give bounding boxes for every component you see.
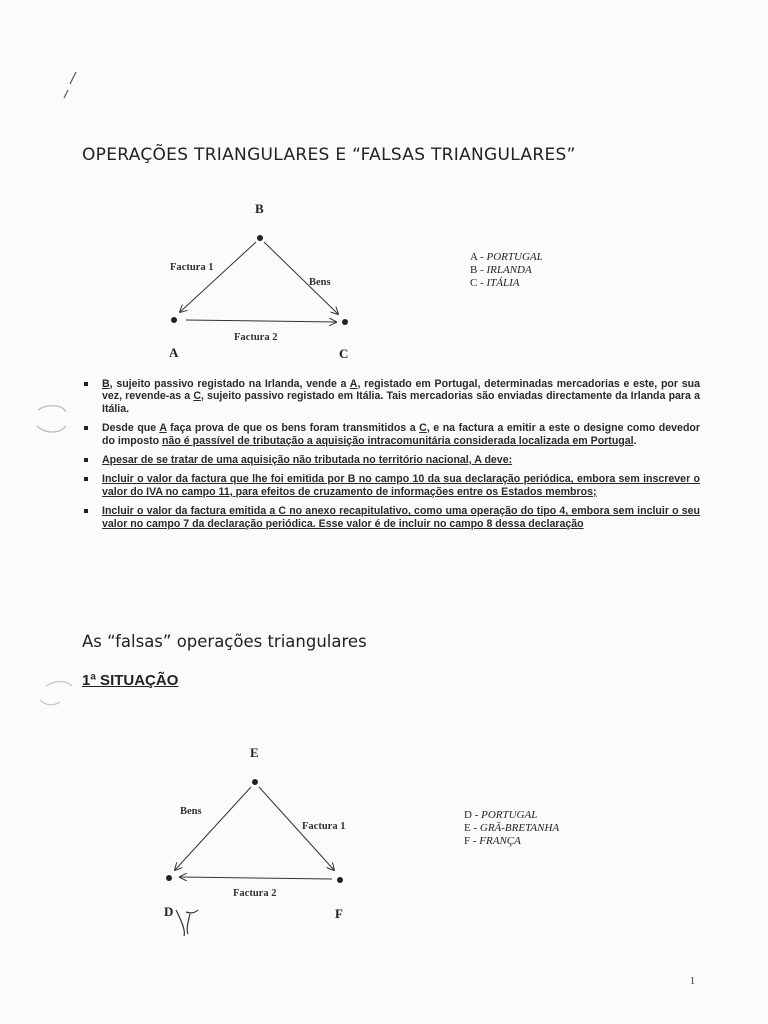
legend-1-item: A - PORTUGAL <box>470 251 543 263</box>
page-title: OPERAÇÕES TRIANGULARES E “FALSAS TRIANGULARES” <box>82 145 576 165</box>
bullet-item-4: Incluir o valor da factura que lhe foi emitida por B no campo 10 da sua declaração periódica, embora sem inscrever o valor do IVA no campo 11, para efeitos de cruzamento de informações entre os Estados membros; <box>82 473 700 498</box>
legend-1-item: B - IRLANDA <box>470 264 532 276</box>
legend-2-item: E - GRÃ-BRETANHA <box>464 822 560 834</box>
edge-label-factura-2-2: Factura 2 <box>233 888 277 899</box>
legend-2 <box>464 809 559 848</box>
bullet-item-5: Incluir o valor da factura emitida a C no anexo recapitulativo, como uma operação do tipo 4, embora sem incluir o seu valor no campo 7 da declaração periódica. Esse valor é de incluir no campo 8 dessa declaração <box>82 505 700 530</box>
bullet-item-1: B, sujeito passivo registado na Irlanda, vende a A, registado em Portugal, determinadas mercadorias e este, por sua vez, revende-as a C, sujeito passivo registado em Itália. Tais mercadorias são enviadas directamente da Irlanda para a Itália. <box>82 378 700 415</box>
bullet-item-3: Apesar de se tratar de uma aquisição não tributada no território nacional, A deve: <box>82 454 700 466</box>
edge-label-factura-1-2: Factura 1 <box>302 821 346 832</box>
situation-heading: 1ª SITUAÇÃO <box>82 672 179 689</box>
legend-1-item: C - ITÁLIA <box>470 277 520 289</box>
edge-e-to-d <box>175 787 251 870</box>
legend-2-item: F - FRANÇA <box>464 835 521 847</box>
node-label-d: D <box>164 904 174 919</box>
bullet-item-2: Desde que A faça prova de que os bens foram transmitidos a C, e na factura a emitir a este o designe como devedor do imposto não é passível de tributação a aquisição intracomunitária considerada localizada em Portugal. <box>82 422 700 447</box>
node-label-e: E <box>250 745 259 760</box>
edge-f-to-d <box>180 877 332 879</box>
edge-label-factura-1: Factura 1 <box>170 262 214 273</box>
section-subtitle: As “falsas” operações triangulares <box>82 632 367 651</box>
edge-label-bens: Bens <box>309 277 331 288</box>
legend-2-item: D - PORTUGAL <box>464 809 538 821</box>
node-f-dot <box>337 877 343 883</box>
node-label-f: F <box>335 906 343 921</box>
node-d-dot <box>166 875 172 881</box>
edge-label-factura-2: Factura 2 <box>234 332 278 343</box>
node-label-b: B <box>255 201 264 216</box>
page-number: 1 <box>690 976 695 987</box>
node-label-c: C <box>339 346 349 361</box>
node-e-dot <box>252 779 258 785</box>
edge-label-bens-2: Bens <box>180 806 202 817</box>
node-label-a: A <box>169 345 179 360</box>
